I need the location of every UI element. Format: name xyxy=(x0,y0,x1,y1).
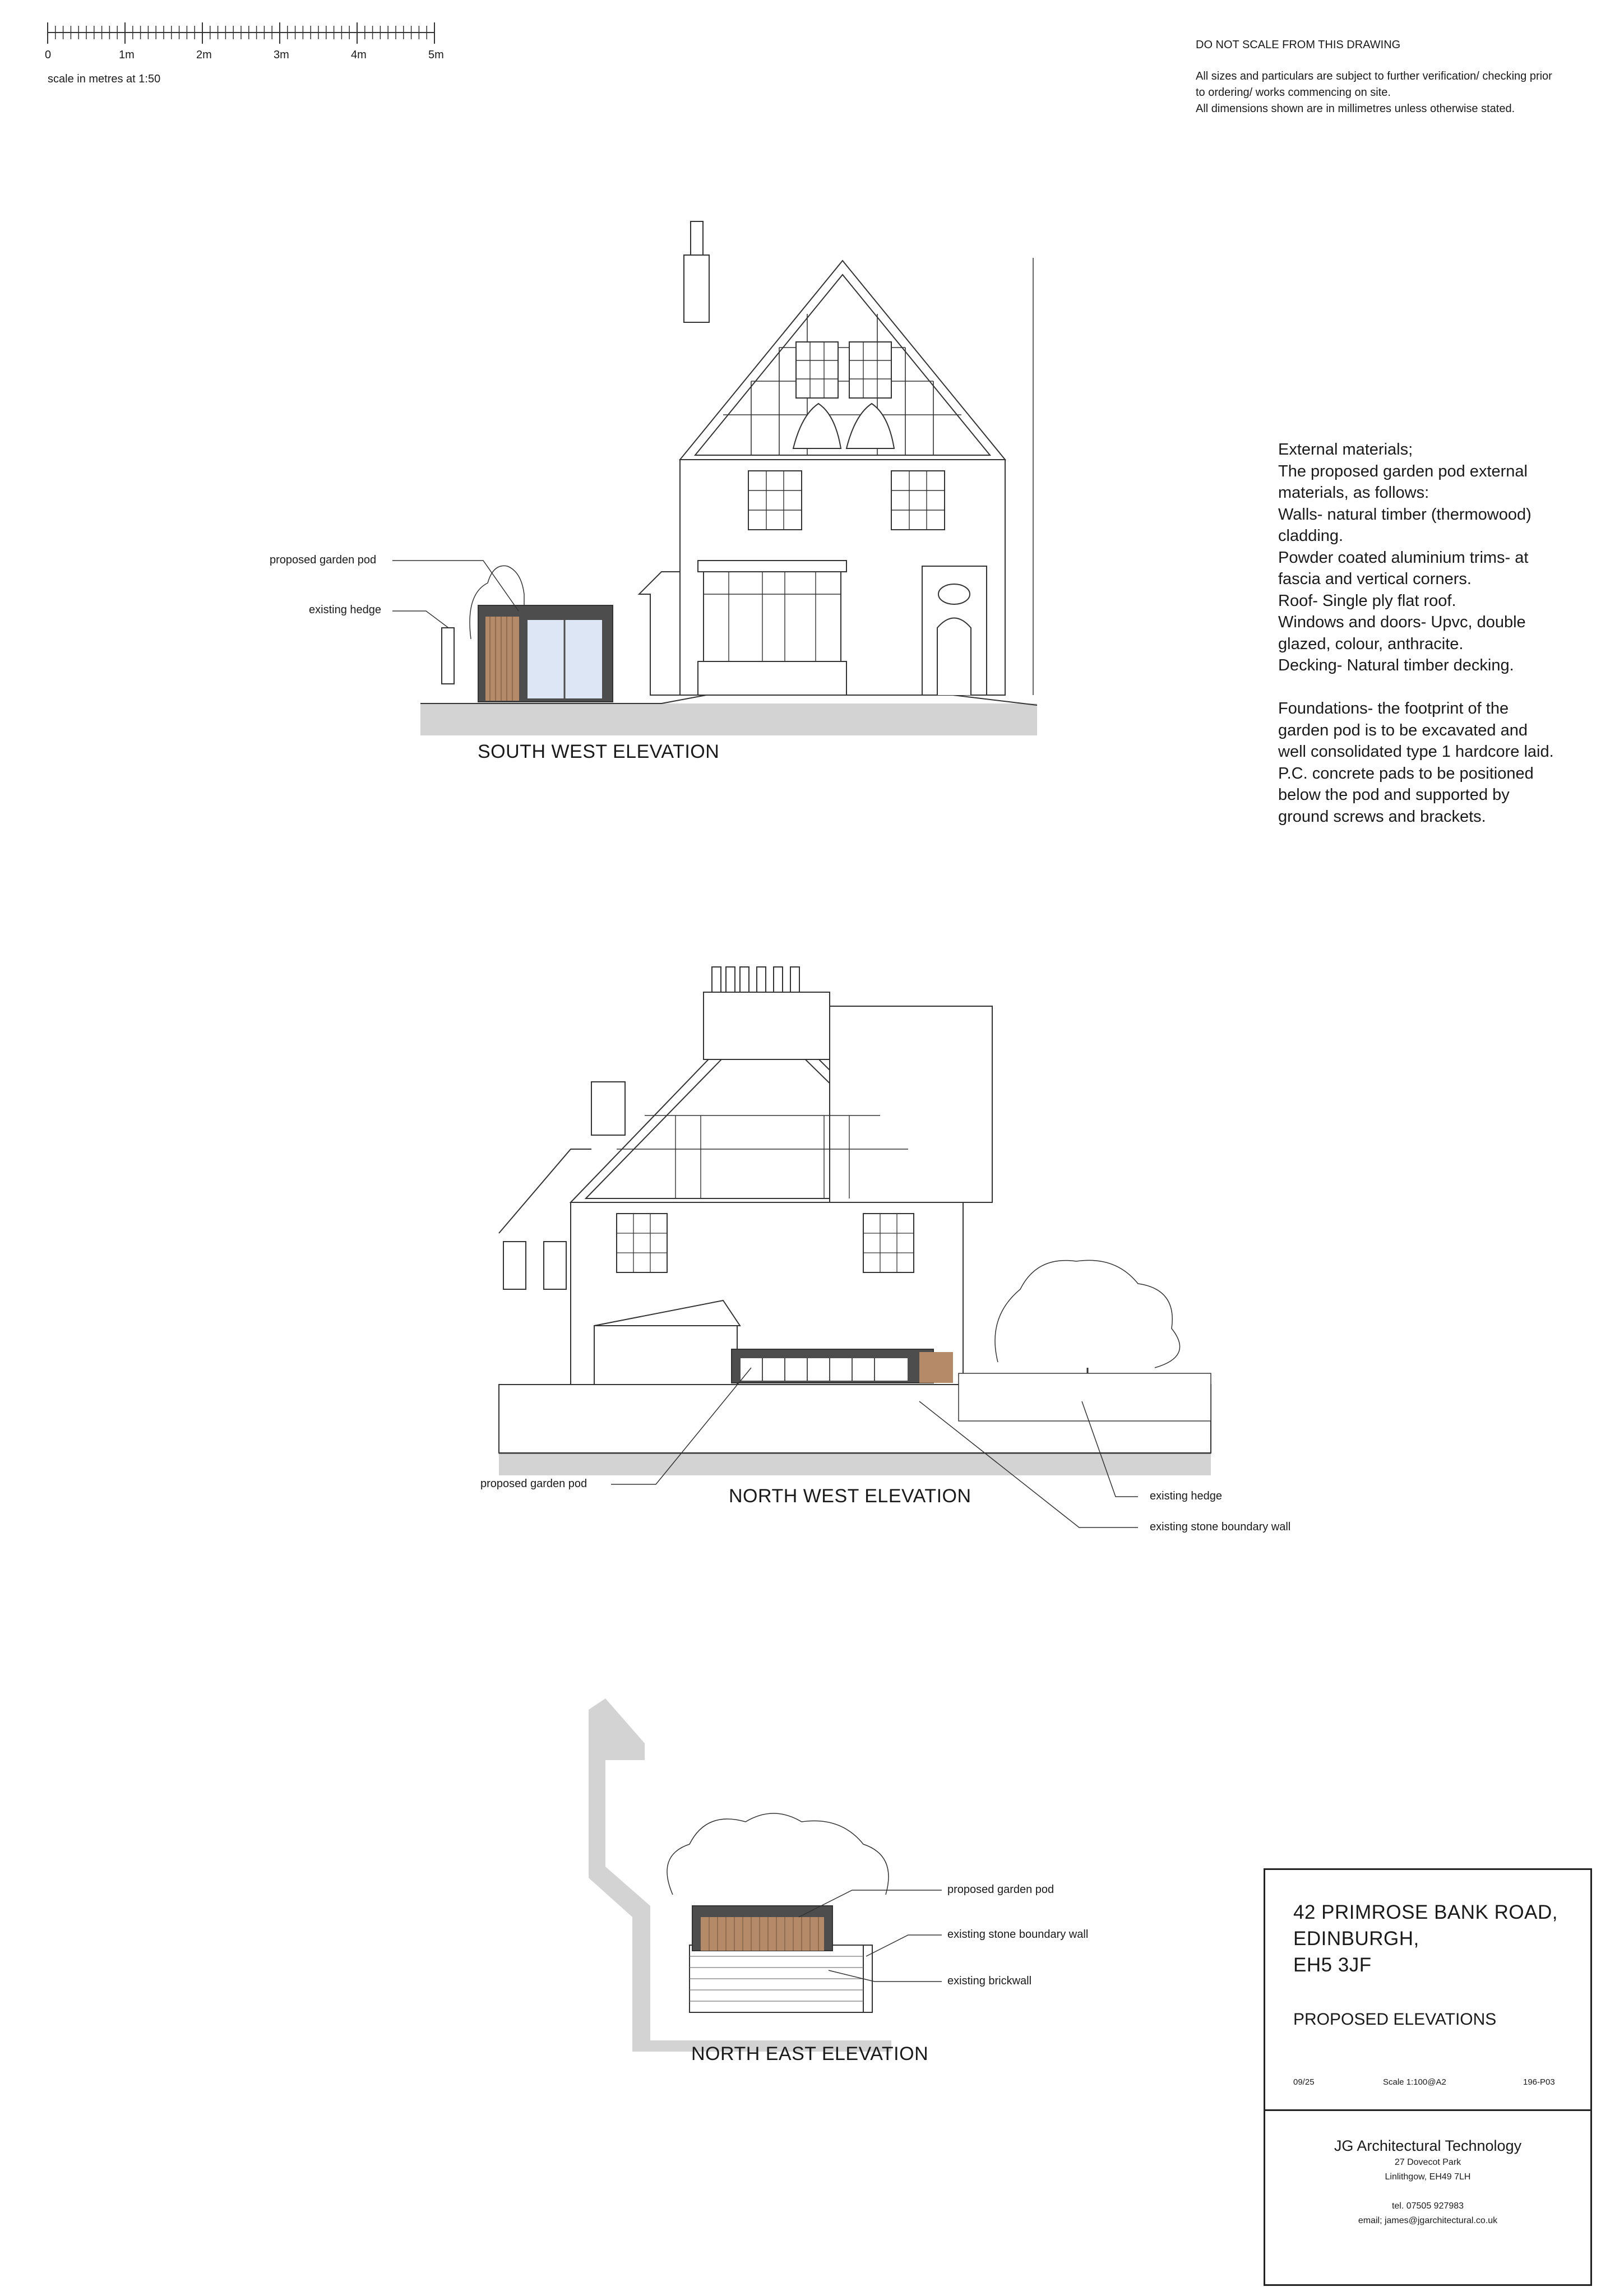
note-dimensions: All dimensions shown are in millimetres unless otherwise stated. xyxy=(1196,103,1515,115)
materials-line: glazed, colour, anthracite. xyxy=(1278,635,1464,653)
materials-line: fascia and vertical corners. xyxy=(1278,570,1472,588)
note-do-not-scale: DO NOT SCALE FROM THIS DRAWING xyxy=(1196,39,1401,51)
materials-line: below the pod and supported by xyxy=(1278,786,1510,804)
sw-label-hedge: existing hedge xyxy=(309,604,381,616)
materials-line: The proposed garden pod external xyxy=(1278,462,1528,480)
garden-pod-sw xyxy=(478,605,613,702)
north-west-elevation xyxy=(499,967,1211,1527)
nw-label-hedge: existing hedge xyxy=(1150,1490,1222,1502)
sw-label-garden-pod: proposed garden pod xyxy=(270,554,377,566)
nw-label-stone-wall: existing stone boundary wall xyxy=(1150,1521,1291,1533)
external-materials-text xyxy=(1278,439,1554,827)
materials-line: materials, as follows: xyxy=(1278,484,1429,502)
nw-label-garden-pod: proposed garden pod xyxy=(480,1478,587,1490)
drawing-date: 09/25 xyxy=(1293,2077,1315,2087)
materials-line: cladding. xyxy=(1278,527,1344,545)
north-east-elevation xyxy=(589,1698,942,2052)
scale-tick-5m: 5m xyxy=(428,49,444,61)
materials-line: garden pod is to be excavated and xyxy=(1278,721,1528,739)
sw-elevation-title: SOUTH WEST ELEVATION xyxy=(478,741,720,762)
materials-line: Roof- Single ply flat roof. xyxy=(1278,591,1456,610)
note-ordering: to ordering/ works commencing on site. xyxy=(1196,86,1391,99)
scale-tick-4m: 4m xyxy=(351,49,367,61)
south-west-elevation xyxy=(392,221,1037,735)
materials-line: External materials; xyxy=(1278,441,1413,459)
materials-line: Foundations- the footprint of the xyxy=(1278,700,1509,718)
company-details xyxy=(1265,2136,1590,2228)
materials-line: Windows and doors- Upvc, double xyxy=(1278,613,1526,631)
company-street: 27 Dovecot Park xyxy=(1394,2158,1461,2167)
ne-label-stone-wall: existing stone boundary wall xyxy=(947,1928,1089,1941)
garden-pod-nw xyxy=(732,1349,953,1383)
scale-caption: scale in metres at 1:50 xyxy=(48,73,161,85)
address-line-3: EH5 3JF xyxy=(1293,1954,1372,1976)
company-tel: tel. 07505 927983 xyxy=(1391,2201,1464,2211)
drawing-scale: Scale 1:100@A2 xyxy=(1383,2077,1446,2087)
scale-tick-3m: 3m xyxy=(274,49,289,61)
ground-hatch xyxy=(420,703,1037,735)
materials-line: well consolidated type 1 hardcore laid. xyxy=(1278,743,1554,761)
scale-tick-2m: 2m xyxy=(196,49,212,61)
title-block-divider xyxy=(1265,2109,1590,2111)
company-email: email; james@jgarchitectural.co.uk xyxy=(1358,2216,1498,2225)
scale-tick-0: 0 xyxy=(45,49,52,61)
garden-pod-ne xyxy=(692,1906,832,1951)
materials-line: Decking- Natural timber decking. xyxy=(1278,656,1514,674)
drawing-notes xyxy=(1196,36,1552,117)
note-verification: All sizes and particulars are subject to further verification/ checking prior xyxy=(1196,70,1552,82)
company-town: Linlithgow, EH49 7LH xyxy=(1385,2172,1471,2182)
materials-line: ground screws and brackets. xyxy=(1278,807,1486,826)
materials-line: P.C. concrete pads to be positioned xyxy=(1278,764,1534,783)
scale-bar xyxy=(48,22,434,44)
materials-line: Powder coated aluminium trims- at xyxy=(1278,548,1529,567)
ne-elevation-title: NORTH EAST ELEVATION xyxy=(691,2043,929,2064)
address-line-1: 42 PRIMROSE BANK ROAD, xyxy=(1293,1901,1558,1923)
materials-line: Walls- natural timber (thermowood) xyxy=(1278,505,1532,524)
materials-line xyxy=(1278,677,1554,698)
title-block xyxy=(1264,1868,1592,2286)
ne-label-brickwall: existing brickwall xyxy=(947,1975,1032,1987)
ne-label-garden-pod: proposed garden pod xyxy=(947,1883,1054,1896)
main-gable xyxy=(680,261,1005,460)
nw-elevation-title: NORTH WEST ELEVATION xyxy=(729,1485,971,1507)
drawing-number: 196-P03 xyxy=(1523,2077,1555,2087)
drawing-title: PROPOSED ELEVATIONS xyxy=(1293,2010,1497,2029)
scale-tick-1m: 1m xyxy=(119,49,135,61)
company-name: JG Architectural Technology xyxy=(1334,2137,1522,2154)
address-line-2: EDINBURGH, xyxy=(1293,1928,1419,1950)
